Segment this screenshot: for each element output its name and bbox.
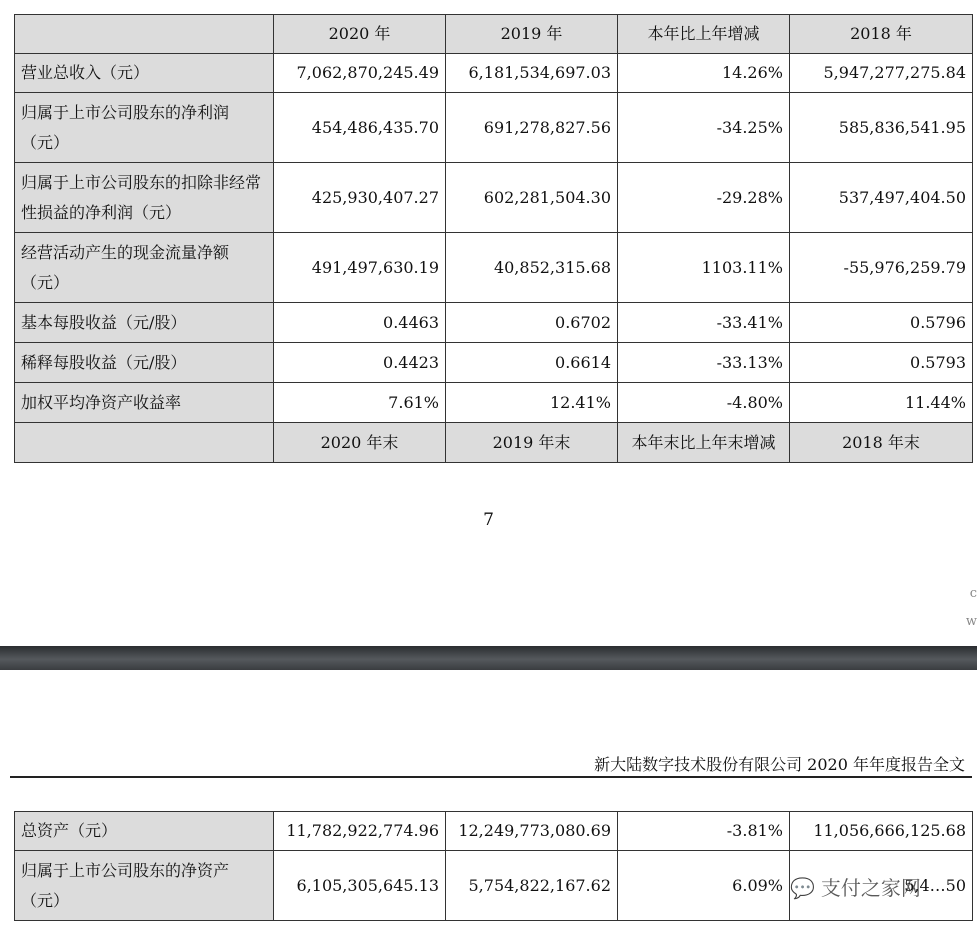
table-row xyxy=(15,163,973,233)
row-label: 稀释每股收益（元/股） xyxy=(15,343,274,383)
value-change: -34.25% xyxy=(618,93,790,163)
page-number: 7 xyxy=(483,510,494,530)
row-label: 归属于上市公司股东的扣除非经常性损益的净利润（元） xyxy=(15,163,274,233)
value-change: 14.26% xyxy=(618,54,790,93)
header-rule xyxy=(10,776,972,778)
table-row xyxy=(15,343,973,383)
header-cell-blank xyxy=(15,15,274,54)
value-2019: 0.6614 xyxy=(446,343,618,383)
value-2020: 11,782,922,774.96 xyxy=(274,812,446,851)
value-2019: 602,281,504.30 xyxy=(446,163,618,233)
value-change: -33.41% xyxy=(618,303,790,343)
row-label: 总资产（元） xyxy=(15,812,274,851)
row-label: 加权平均净资产收益率 xyxy=(15,383,274,423)
table-row xyxy=(15,93,973,163)
table-row xyxy=(15,383,973,423)
value-2019: 12,249,773,080.69 xyxy=(446,812,618,851)
value-2018: 537,497,404.50 xyxy=(790,163,973,233)
header-cell-2019: 2019 年 xyxy=(446,15,618,54)
balance-indicators-table xyxy=(14,811,973,921)
table-header-row xyxy=(15,15,973,54)
header-cell-change: 本年比上年增减 xyxy=(618,15,790,54)
value-2019: 5,754,822,167.62 xyxy=(446,851,618,921)
table-row xyxy=(15,812,973,851)
watermark-text: 支付之家网 xyxy=(820,876,921,900)
row-label: 经营活动产生的现金流量净额（元） xyxy=(15,233,274,303)
subheader-cell-change: 本年末比上年末增减 xyxy=(618,423,790,463)
financial-indicators-table xyxy=(14,14,973,463)
row-label: 基本每股收益（元/股） xyxy=(15,303,274,343)
value-2018: 11.44% xyxy=(790,383,973,423)
header-cell-2018: 2018 年 xyxy=(790,15,973,54)
value-change: -4.80% xyxy=(618,383,790,423)
value-change: -29.28% xyxy=(618,163,790,233)
table-subheader-row xyxy=(15,423,973,463)
value-2020: 0.4463 xyxy=(274,303,446,343)
value-2019: 40,852,315.68 xyxy=(446,233,618,303)
row-label: 营业总收入（元） xyxy=(15,54,274,93)
value-2020: 6,105,305,645.13 xyxy=(274,851,446,921)
value-2018: -55,976,259.79 xyxy=(790,233,973,303)
value-2020: 7.61% xyxy=(274,383,446,423)
value-change: -33.13% xyxy=(618,343,790,383)
value-2020: 454,486,435.70 xyxy=(274,93,446,163)
subheader-cell-2018-end: 2018 年末 xyxy=(790,423,973,463)
value-2018: 585,836,541.95 xyxy=(790,93,973,163)
value-2020: 425,930,407.27 xyxy=(274,163,446,233)
edge-mark-w: w xyxy=(965,614,977,629)
value-2018: 5,947,277,275.84 xyxy=(790,54,973,93)
value-2018: 0.5796 xyxy=(790,303,973,343)
value-2018: 0.5793 xyxy=(790,343,973,383)
value-2018: 5,4…50 xyxy=(790,851,973,921)
value-change: -3.81% xyxy=(618,812,790,851)
table-row xyxy=(15,233,973,303)
value-2019: 0.6702 xyxy=(446,303,618,343)
value-2020: 0.4423 xyxy=(274,343,446,383)
row-label: 归属于上市公司股东的净利润（元） xyxy=(15,93,274,163)
value-change: 6.09% xyxy=(618,851,790,921)
subheader-cell-2019-end: 2019 年末 xyxy=(446,423,618,463)
value-change: 1103.11% xyxy=(618,233,790,303)
edge-mark-c: c xyxy=(969,586,977,601)
table-row xyxy=(15,303,973,343)
value-2020: 491,497,630.19 xyxy=(274,233,446,303)
subheader-cell-2020-end: 2020 年末 xyxy=(274,423,446,463)
value-2019: 6,181,534,697.03 xyxy=(446,54,618,93)
value-2019: 12.41% xyxy=(446,383,618,423)
value-2019: 691,278,827.56 xyxy=(446,93,618,163)
watermark xyxy=(790,872,921,901)
value-2018: 11,056,666,125.68 xyxy=(790,812,973,851)
page-separator-bar xyxy=(0,646,977,670)
header-cell-2020: 2020 年 xyxy=(274,15,446,54)
subheader-cell-blank xyxy=(15,423,274,463)
row-label: 归属于上市公司股东的净资产（元） xyxy=(15,851,274,921)
table-row xyxy=(15,54,973,93)
report-header-title: 新大陆数字技术股份有限公司 2020 年年度报告全文 xyxy=(594,755,965,774)
wechat-icon: 💬 xyxy=(790,876,815,900)
value-2020: 7,062,870,245.49 xyxy=(274,54,446,93)
